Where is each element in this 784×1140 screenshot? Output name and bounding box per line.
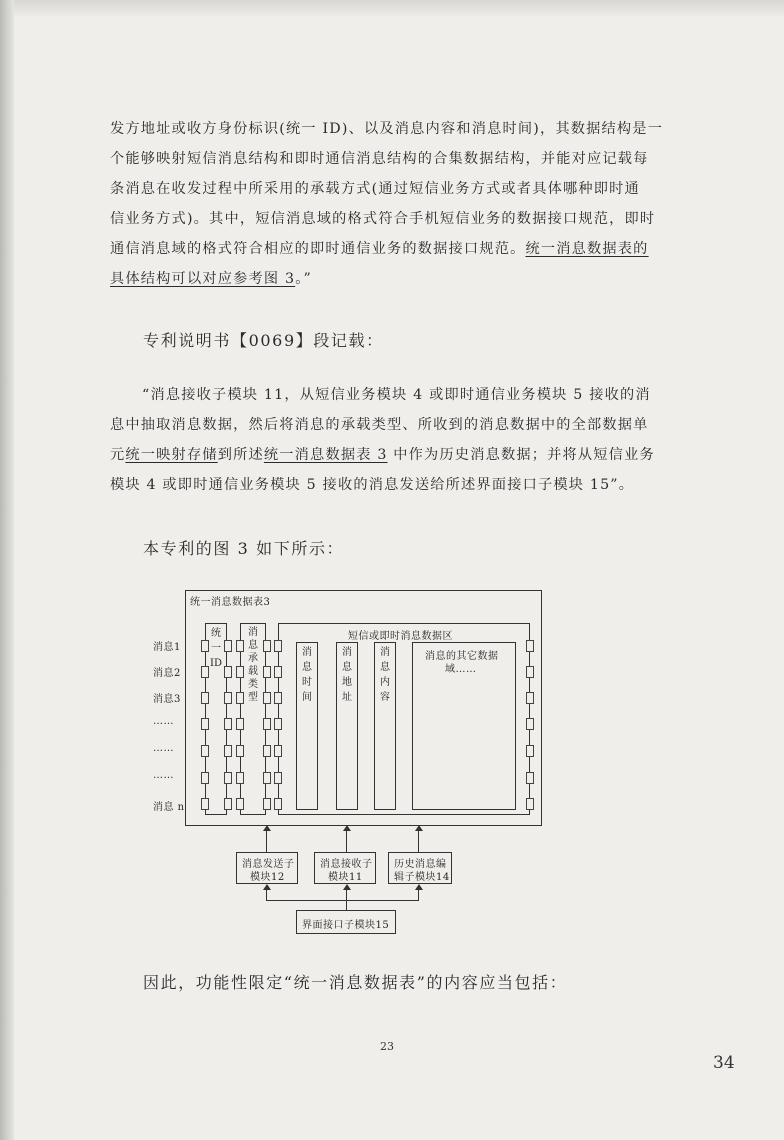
p2-line-1: “消息接收子模块 11，从短信业务模块 4 或即时通信业务模块 5 接收的消 bbox=[142, 387, 651, 403]
type-char-1: 消 bbox=[248, 627, 258, 638]
module-recv-line-1: 消息接收子 bbox=[320, 859, 373, 870]
page-binding-shadow bbox=[0, 0, 14, 1140]
arrow-recv bbox=[346, 830, 347, 852]
content-char-4: 容 bbox=[380, 692, 390, 703]
content-char-3: 内 bbox=[380, 677, 390, 688]
p1-line-2: 个能够映射短信消息结构和即时通信消息结构的合集数据结构，并能对应记载每 bbox=[110, 151, 649, 167]
type-char-6: 型 bbox=[248, 692, 258, 703]
paragraph-2 bbox=[110, 380, 665, 500]
time-char-4: 间 bbox=[302, 692, 312, 703]
arrow-ui-hist bbox=[418, 889, 419, 901]
addr-char-3: 地 bbox=[342, 677, 352, 688]
module-hist-line-1: 历史消息编 bbox=[394, 859, 447, 870]
addr-char-2: 息 bbox=[342, 662, 352, 673]
row-label-3: 消息3 bbox=[153, 694, 181, 705]
row-label-4: …… bbox=[153, 716, 174, 727]
p1-last-end: 。” bbox=[295, 271, 312, 287]
addr-char-4: 址 bbox=[342, 692, 352, 703]
region-title: 短信或即时消息数据区 bbox=[348, 631, 453, 642]
time-char-2: 息 bbox=[302, 662, 312, 673]
id-char-3: ID bbox=[210, 658, 222, 669]
id-column-label bbox=[209, 626, 223, 671]
type-char-2: 息 bbox=[248, 640, 258, 651]
module-send-line-1: 消息发送子 bbox=[242, 859, 295, 870]
arrow-send bbox=[266, 830, 267, 852]
p2-line-4: 模块 4 或即时通信业务模块 5 接收的消息发送给所述界面接口子模块 15”。 bbox=[110, 477, 635, 493]
p2-line-3-c: 中作为历史消息数据；并将从短信业务 bbox=[387, 447, 655, 463]
time-column-label bbox=[300, 645, 314, 705]
id-char-2: 一 bbox=[211, 643, 221, 654]
page-top-shadow bbox=[0, 0, 784, 18]
p2-line-3-b: 到所述 bbox=[217, 447, 264, 463]
p1-line-5 bbox=[110, 234, 665, 264]
connector-down bbox=[346, 900, 347, 910]
time-char-1: 消 bbox=[302, 647, 312, 658]
type-char-4: 载 bbox=[248, 666, 258, 677]
conclusion-text: 因此，功能性限定“统一消息数据表”的内容应当包括： bbox=[143, 973, 568, 992]
p2-line-3-underline-2: 统一消息数据表 3 bbox=[263, 447, 388, 463]
p1-last-underlined: 具体结构可以对应参考图 3 bbox=[110, 271, 296, 287]
content-char-1: 消 bbox=[380, 647, 390, 658]
arrow-ui-send bbox=[266, 889, 267, 901]
module-hist-line-2: 辑子模块14 bbox=[394, 872, 450, 883]
module-ui-label: 界面接口子模块15 bbox=[302, 920, 390, 931]
other-fields-label-1: 消息的其它数据 bbox=[425, 651, 499, 662]
module-recv-line-2: 模块11 bbox=[328, 872, 363, 883]
paragraph-1 bbox=[110, 114, 665, 294]
p1-line-1: 发方地址或收方身份标识(统一 ID)、以及消息内容和消息时间)，其数据结构是一 bbox=[110, 121, 664, 137]
address-column-label bbox=[340, 645, 354, 705]
content-char-2: 息 bbox=[380, 662, 390, 673]
row-label-2: 消息2 bbox=[153, 668, 181, 679]
p2-line-3-underline-1: 统一映射存储 bbox=[125, 447, 218, 463]
type-column-label bbox=[246, 626, 260, 704]
row-label-6: …… bbox=[153, 770, 174, 781]
row-label-1: 消息1 bbox=[153, 642, 181, 653]
page-number-outer: 34 bbox=[713, 1053, 735, 1073]
arrow-hist bbox=[418, 830, 419, 852]
p2-line-3-a: 元 bbox=[110, 447, 126, 463]
p2-line-2: 息中抽取消息数据，然后将消息的承载类型、所收到的消息数据中的全部数据单 bbox=[110, 417, 649, 433]
p1-line-5-text: 通信消息域的格式符合相应的即时通信业务的数据接口规范。 bbox=[110, 241, 526, 257]
p2-line-3 bbox=[110, 440, 665, 470]
row-label-5: …… bbox=[153, 743, 174, 754]
p1-line-6 bbox=[110, 264, 665, 294]
figure-3-diagram bbox=[150, 590, 550, 950]
addr-char-1: 消 bbox=[342, 647, 352, 658]
module-send-line-2: 模块12 bbox=[250, 872, 285, 883]
p1-underlined-tail: 统一消息数据表的 bbox=[525, 241, 649, 257]
time-char-3: 时 bbox=[302, 677, 312, 688]
p1-line-4: 信业务方式)。其中，短信消息域的格式符合手机短信业务的数据接口规范，即时 bbox=[110, 211, 656, 227]
table-title: 统一消息数据表3 bbox=[190, 597, 271, 608]
connector-line bbox=[267, 900, 419, 901]
p1-line-3: 条消息在收发过程中所采用的承载方式(通过短信业务方式或者具体哪种即时通 bbox=[110, 181, 640, 197]
page-number-inner: 23 bbox=[380, 1040, 394, 1053]
row-label-7: 消息 n bbox=[153, 802, 185, 813]
other-fields-label-2: 域…… bbox=[445, 664, 477, 675]
type-char-3: 承 bbox=[248, 653, 258, 664]
heading-figure-3: 本专利的图 3 如下所示： bbox=[143, 539, 345, 558]
type-char-5: 类 bbox=[248, 679, 258, 690]
heading-paragraph-0069: 专利说明书【0069】段记载： bbox=[143, 331, 384, 350]
content-column-label bbox=[378, 645, 392, 705]
id-char-1: 统 bbox=[211, 628, 221, 639]
